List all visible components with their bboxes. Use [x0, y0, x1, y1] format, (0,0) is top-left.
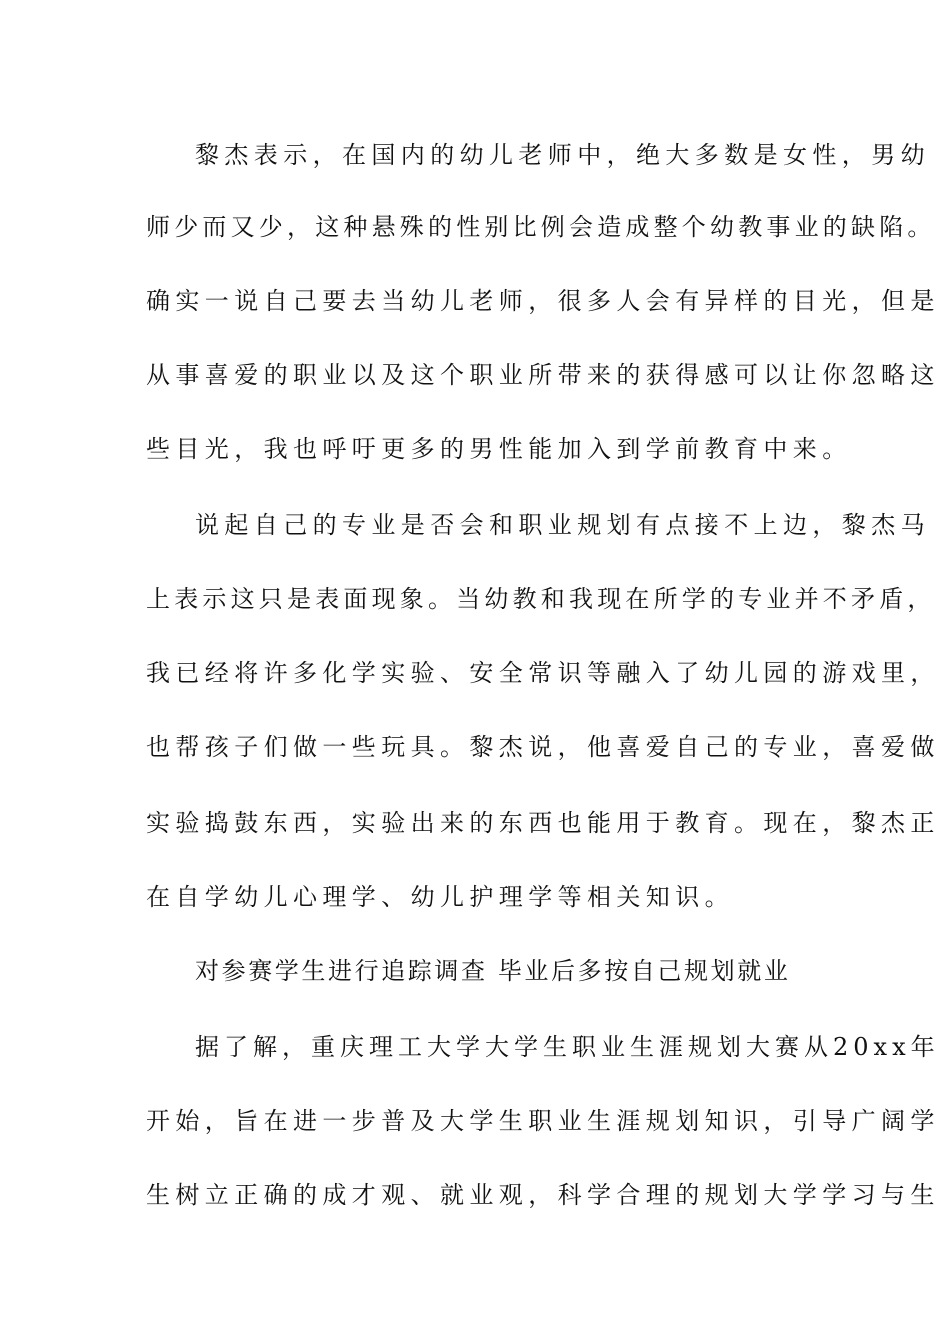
paragraph-2-line-6: 在自学幼儿心理学、幼儿护理学等相关知识。 — [146, 883, 734, 911]
paragraph-2-line-5: 实验捣鼓东西，实验出来的东西也能用于教育。现在，黎杰正 — [146, 809, 940, 837]
paragraph-2-line-3: 我已经将许多化学实验、安全常识等融入了幼儿园的游戏里， — [146, 659, 940, 687]
paragraph-2-line-1: 说起自己的专业是否会和职业规划有点接不上边，黎杰马 — [195, 511, 930, 539]
paragraph-1-line-5: 些目光，我也呼吁更多的男性能加入到学前教育中来。 — [146, 435, 852, 463]
paragraph-1-line-3: 确实一说自己要去当幼儿老师，很多人会有异样的目光，但是 — [146, 287, 940, 315]
paragraph-2-line-2: 上表示这只是表面现象。当幼教和我现在所学的专业并不矛盾， — [146, 585, 936, 613]
paragraph-1-line-2: 师少而又少，这种悬殊的性别比例会造成整个幼教事业的缺陷。 — [146, 213, 936, 241]
paragraph-2-line-4: 也帮孩子们做一些玩具。黎杰说，他喜爱自己的专业，喜爱做 — [146, 733, 940, 761]
paragraph-1-line-4: 从事喜爱的职业以及这个职业所带来的获得感可以让你忽略这 — [146, 361, 940, 389]
paragraph-3-line-2: 开始，旨在进一步普及大学生职业生涯规划知识，引导广阔学 — [146, 1107, 940, 1135]
paragraph-1-line-1: 黎杰表示，在国内的幼儿老师中，绝大多数是女性，男幼 — [195, 141, 930, 169]
section-heading: 对参赛学生进行追踪调查 毕业后多按自己规划就业 — [195, 957, 791, 985]
paragraph-3-line-3: 生树立正确的成才观、就业观，科学合理的规划大学学习与生 — [146, 1181, 940, 1209]
paragraph-3-line-1: 据了解，重庆理工大学大学生职业生涯规划大赛从20xx年 — [195, 1033, 940, 1061]
